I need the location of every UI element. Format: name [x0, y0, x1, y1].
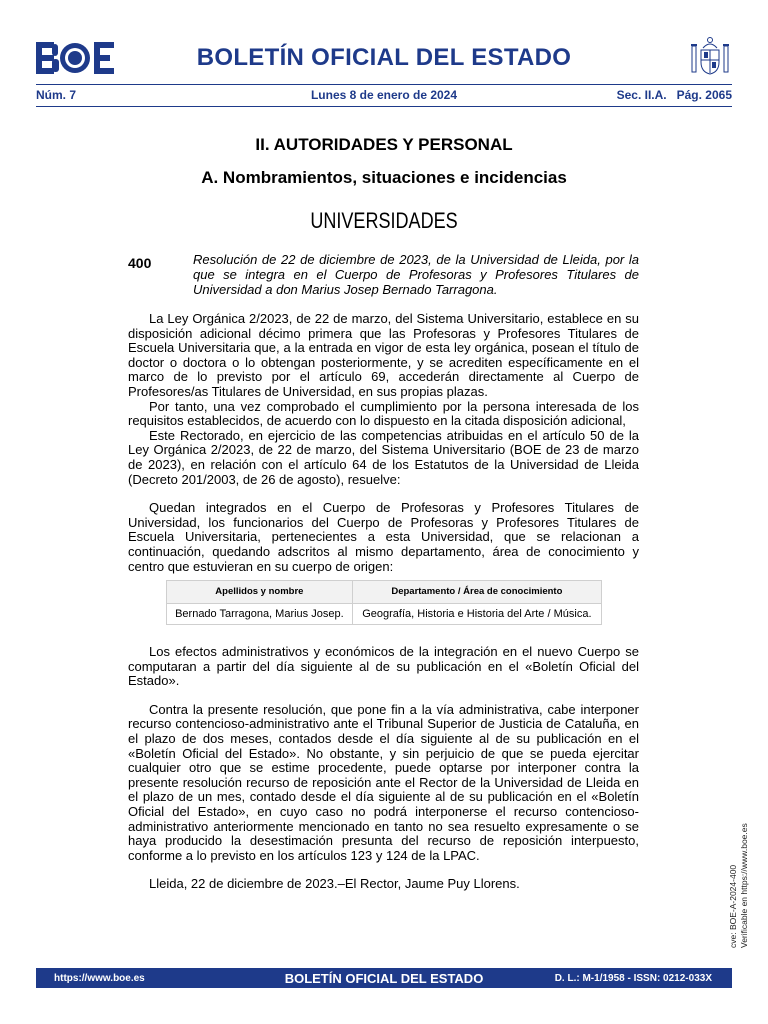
header-meta	[36, 88, 732, 104]
issue-number: Núm. 7	[36, 88, 77, 102]
footer-legal: D. L.: M-1/1958 - ISSN: 0212-033X	[554, 973, 712, 984]
table-header-name: Apellidos y nombre	[167, 581, 353, 604]
paragraph-7: Lleida, 22 de diciembre de 2023.–El Rector, Jaume Puy Llorens.	[149, 876, 520, 892]
newspaper-title: BOLETÍN OFICIAL DEL ESTADO	[196, 44, 572, 71]
paragraph-4: Quedan integrados en el Cuerpo de Profesoras y Profesores Titulares de Universidad, los funcionarios del Cuerpo de Profesoras y Profesores Titulares de Escuela Universitaria, pertenecientes a esta Universidad, que se relacionan a continuación, quedando adscritos al mismo departamento, área de conocimiento y centro que estuvieran en su cuerpo de origen:	[128, 500, 639, 574]
verification-note	[728, 818, 752, 948]
footer-url-link[interactable]: https://www.boe.es	[54, 973, 145, 984]
paragraph-2: Por tanto, una vez comprobado el cumplimiento por la persona interesada de los requisitos establecidos, de acuerdo con lo dispuesto en la citada disposición adicional,	[128, 398, 639, 429]
verify-link[interactable]: Verificable en https://www.boe.es	[739, 823, 749, 948]
footer-bar	[36, 968, 732, 988]
table-header-department: Departamento / Área de conocimiento	[352, 581, 601, 604]
header-rule-bottom	[36, 106, 732, 107]
section-page: Sec. II.A. Pág. 2065	[616, 88, 732, 102]
header-rule-top	[36, 84, 732, 85]
resolution-number: 400	[128, 255, 152, 271]
paragraph-5: Los efectos administrativos y económicos de la integración en el nuevo Cuerpo se computaran a partir del día siguiente al de su publicación en el «Boletín Oficial del Estado».	[128, 644, 639, 689]
section-subtitle: A. Nombramientos, situaciones e incidencias	[201, 168, 567, 187]
cve-code: cve: BOE-A-2024-400	[728, 864, 738, 948]
paragraph-1: La Ley Orgánica 2/2023, de 22 de marzo, del Sistema Universitario, establece en su disposición adicional décimo primera que las Profesoras y Profesores Titulares de Escuela Universitaria que, a la entrada en vigor de esta ley orgánica, posean el título de doctor o doctora o lo obtengan posteriormente, y se acrediten específicamente en el marco de lo previsto por el artículo 69, accederán directamente al Cuerpo de Profesores/as Titulares de Universidad, en sus propias plazas.	[128, 311, 639, 399]
body-text	[128, 312, 639, 892]
appointments-table	[166, 580, 602, 625]
table-cell-name: Bernado Tarragona, Marius Josep.	[167, 604, 353, 625]
table-cell-department: Geografía, Historia e Historia del Arte / Música.	[352, 604, 601, 625]
organization-heading: UNIVERSIDADES	[310, 208, 458, 233]
table-row	[167, 604, 602, 625]
issue-date: Lunes 8 de enero de 2024	[310, 88, 458, 102]
table-header-row	[167, 581, 602, 604]
footer-title: BOLETÍN OFICIAL DEL ESTADO	[284, 971, 484, 986]
section-title: II. AUTORIDADES Y PERSONAL	[255, 135, 513, 154]
paragraph-6: Contra la presente resolución, que pone fin a la vía administrativa, cabe interponer recurso contencioso-administrativo ante el Tribunal Superior de Justicia de Cataluña, en el plazo de dos meses, contados desde el día siguiente al de su publicación en el «Boletín Oficial del Estado». No obstante, y sin perjuicio de que se pueda ejercitar cualquier otro que se estime procedente, puede optarse por interponer contra la presente resolución recurso de reposición ante el Rector de la Universidad de Lleida en el plazo de un mes, contado desde el día siguiente al de su publicación en el «Boletín Oficial del Estado», en cuyo caso no podrá interponerse el recurso contencioso-administrativo anteriormente mencionado en tanto no sea resuelto expresamente o se haya producido la desestimación presunta del recurso de reposición interpuesto, conforme a lo previsto en los artículos 123 y 124 de la LPAC.	[128, 701, 639, 863]
paragraph-3: Este Rectorado, en ejercicio de las competencias atribuidas en el artículo 50 de la Ley Orgánica 2/2023, de 22 de marzo, del Sistema Universitario (BOE de 23 de marzo de 2023), en relación con el artículo 64 de los Estatutos de la Universidad de Lleida (Decreto 201/2003, de 26 de agosto), resuelve:	[128, 427, 639, 487]
resolution-title: Resolución de 22 de diciembre de 2023, de la Universidad de Lleida, por la que se integra en el Cuerpo de Profesoras y Profesores Titulares de Universidad a don Marius Josep Bernado Tarragona.	[193, 252, 639, 297]
